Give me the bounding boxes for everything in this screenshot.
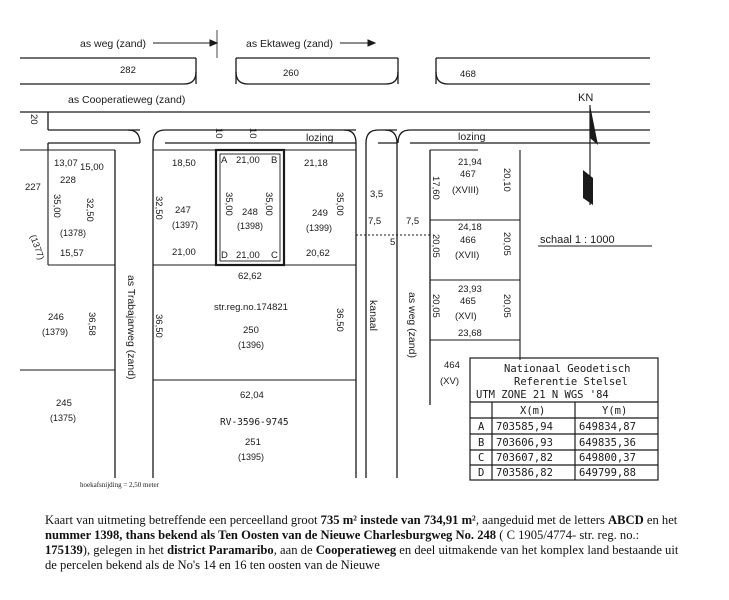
dim-10-b: 10 — [247, 128, 258, 139]
coords-title-2: Referentie Stelsel — [514, 376, 628, 388]
road-lines — [20, 58, 650, 478]
parcel-1398: (1398) — [237, 221, 264, 231]
dim-13-07: 13,07 — [54, 158, 78, 169]
dim-32-50-left: 32,50 — [84, 198, 95, 222]
dim-7-5-a: 7,5 — [368, 216, 382, 227]
coords-title-1: Nationaal Geodetisch — [504, 363, 631, 375]
dim-20-05-d: 20,05 — [501, 294, 512, 318]
road-label-lozing-2: lozing — [458, 131, 486, 143]
north-label: KN — [578, 92, 594, 104]
parcel-1399: (1399) — [306, 223, 333, 233]
parcel-xviii: (XVIII) — [452, 185, 479, 196]
parcel-466: 466 — [460, 235, 476, 246]
dim-20-05-a: 20,05 — [430, 234, 441, 258]
dim-36-58: 36,58 — [86, 312, 97, 336]
corner-c: C — [271, 250, 278, 261]
parcel-260: 260 — [283, 68, 299, 79]
coords-row-x: 703607,82 — [496, 452, 553, 464]
dim-21-94: 21,94 — [458, 157, 482, 168]
coords-col-y: Y(m) — [602, 405, 628, 417]
road-label-weg-right: as weg (zand) — [406, 292, 418, 358]
dim-20-62: 20,62 — [306, 248, 330, 259]
dim-23-68: 23,68 — [458, 328, 482, 339]
dim-35-00-b: 35,00 — [263, 192, 274, 216]
parcel-465: 465 — [460, 296, 476, 307]
dim-18-50: 18,50 — [172, 158, 196, 169]
dim-20-10: 20,10 — [501, 168, 512, 192]
parcel-282: 282 — [120, 65, 136, 76]
coords-row-y: 649835,36 — [579, 437, 636, 449]
parcel-1395: (1395) — [238, 452, 265, 462]
dim-24-18: 24,18 — [458, 222, 482, 233]
parcel-1375: (1375) — [50, 413, 77, 423]
parcel-249: 249 — [312, 208, 328, 219]
caption-text: Kaart van uitmeting betreffende een perceelland groot — [45, 513, 321, 527]
dim-21-00-top: 21,00 — [236, 155, 260, 166]
parcel-464: 464 — [444, 360, 460, 371]
parcel-246: 246 — [48, 312, 64, 323]
road-label-cooperatieweg: as Cooperatieweg (zand) — [68, 94, 186, 106]
parcel-227: 227 — [25, 182, 41, 193]
dim-7-5-b: 7,5 — [406, 216, 420, 227]
dim-15-00: 15,00 — [80, 162, 104, 173]
parcel-250: 250 — [243, 325, 259, 336]
dim-20: 20 — [28, 114, 39, 125]
parcel-247: 247 — [175, 205, 191, 216]
dim-20-05-b: 20,05 — [501, 232, 512, 256]
caption-text: , aangeduid met de letters — [475, 513, 609, 527]
rv-label: RV-3596-9745 — [220, 417, 289, 428]
parcel-228: 228 — [60, 175, 76, 186]
parcel-xvi: (XVI) — [455, 311, 477, 322]
coords-row-y: 649834,87 — [579, 421, 636, 433]
caption-area: 735 m² instede van 734,91 m² — [320, 513, 476, 527]
dim-36-50-left: 36,50 — [153, 314, 164, 338]
corner-a: A — [221, 155, 228, 166]
road-label-trabajarweg: as Trabajarweg (zand) — [125, 275, 137, 380]
caption-letters: ABCD — [608, 513, 644, 527]
dim-35-00-a: 35,00 — [223, 192, 234, 216]
dim-35-00-left: 35,00 — [51, 194, 62, 218]
coords-title-3: UTM ZONE 21 N WGS '84 — [476, 389, 609, 401]
parcel-251: 251 — [245, 437, 261, 448]
coords-row-y: 649799,88 — [579, 467, 636, 479]
coords-row-y: 649800,37 — [579, 452, 636, 464]
corner-cut-note: hoekafsnijding = 2,50 meter — [80, 481, 159, 489]
parcel-xvii: (XVII) — [455, 250, 480, 261]
dim-62-04: 62,04 — [240, 390, 264, 401]
dim-15-57: 15,57 — [60, 248, 84, 259]
parcel-1396: (1396) — [238, 340, 265, 350]
caption-road: Cooperatieweg — [315, 543, 397, 557]
parcel-1377: (1377) — [28, 233, 47, 262]
parcel-1378: (1378) — [60, 228, 87, 238]
caption-number: nummer 1398, thans bekend als Ten Oosten van de Nieuwe Charlesburgweg No. 248 — [45, 528, 497, 542]
parcel-xv: (XV) — [440, 376, 459, 387]
parcel-245: 245 — [56, 398, 72, 409]
dim-36-50-right: 36,50 — [334, 308, 345, 332]
coords-row-x: 703585,94 — [496, 421, 553, 433]
coords-row-x: 703586,82 — [496, 467, 553, 479]
road-label-weg-top: as weg (zand) — [80, 38, 146, 50]
dim-20-05-c: 20,05 — [430, 294, 441, 318]
caption-text: , aan de — [273, 543, 316, 557]
caption-reg-no: 175139 — [45, 543, 83, 557]
parcel-1397: (1397) — [172, 220, 199, 230]
caption-paragraph — [45, 513, 685, 573]
dim-35-00-right: 35,00 — [334, 192, 345, 216]
str-reg-label: str.reg.no.174821 — [214, 302, 288, 313]
dim-21-18: 21,18 — [304, 158, 328, 169]
dim-21-00-bl: 21,00 — [172, 247, 196, 258]
parcel-467: 467 — [460, 169, 476, 180]
caption-text: ( C 1905/4774- str. reg. no.: — [496, 528, 640, 542]
dim-10-a: 10 — [213, 128, 224, 139]
dim-17-60: 17,60 — [430, 176, 441, 200]
caption-district: district Paramaribo — [167, 543, 274, 557]
caption-text: en het — [643, 513, 678, 527]
dim-3-5: 3,5 — [370, 189, 384, 200]
dim-32-50-mid: 32,50 — [153, 196, 164, 220]
road-label-kanaal: kanaal — [367, 300, 379, 331]
corner-d: D — [221, 250, 228, 261]
scale-label: schaal 1 : 1000 — [540, 234, 615, 246]
coords-col-x: X(m) — [520, 405, 546, 417]
dim-23-93: 23,93 — [458, 284, 482, 295]
north-arrow-icon — [583, 105, 598, 205]
parcel-248: 248 — [242, 207, 258, 218]
dim-5: 5 — [390, 237, 396, 248]
coords-row-point: D — [478, 467, 485, 479]
road-label-ektaweg: as Ektaweg (zand) — [246, 38, 333, 50]
corner-b: B — [271, 155, 278, 166]
parcel-468: 468 — [460, 69, 476, 80]
road-label-lozing-1: lozing — [306, 132, 334, 144]
parcel-1379: (1379) — [42, 327, 69, 337]
coords-row-point: A — [478, 421, 485, 433]
caption-text: en deel uitmakende van het komplex land bestaande uit de percelen bekend als de No's 14 en 16 ten oosten van de Nieuwe — [45, 543, 679, 572]
coords-row-point: B — [478, 437, 485, 449]
coords-row-x: 703606,93 — [496, 437, 553, 449]
coords-row-point: C — [478, 452, 485, 464]
dim-21-00-bottom: 21,00 — [236, 250, 260, 261]
caption-text: ), gelegen in het — [82, 543, 168, 557]
dim-62-62: 62,62 — [238, 271, 262, 282]
